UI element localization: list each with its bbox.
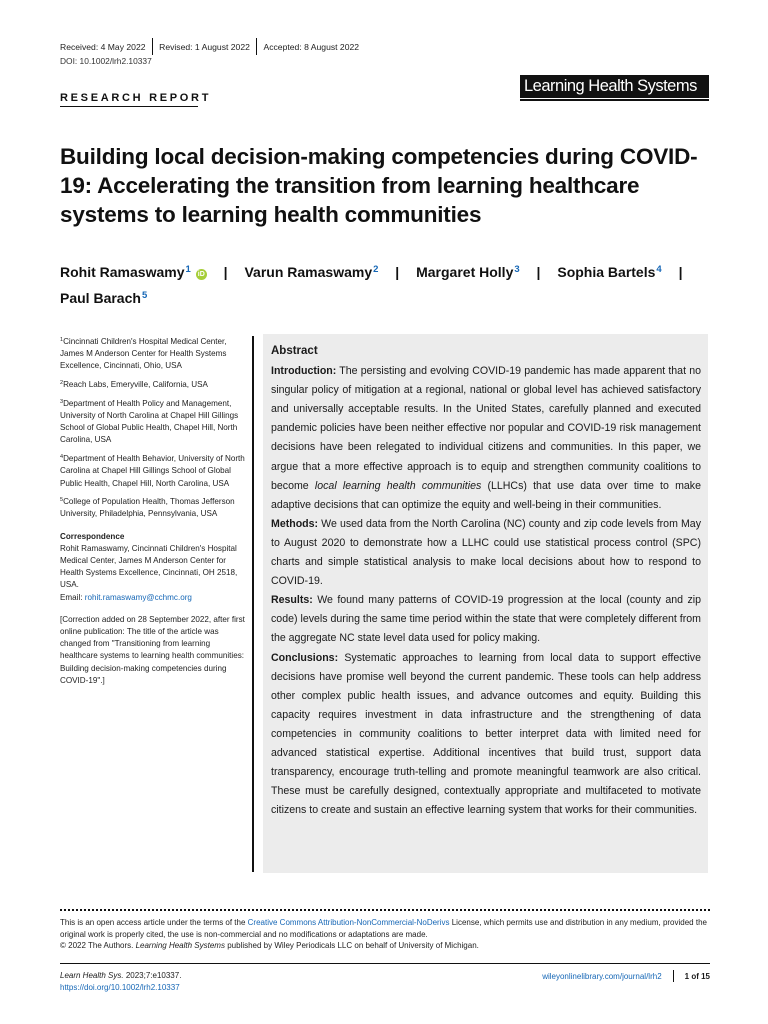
license-text: License, which permits use and distribution in any medium, provided the original work is properly cited, the use is non-commercial and no modifications or adaptations are made.: [60, 918, 707, 939]
affiliation-text: College of Population Health, Thomas Jefferson University, Philadelphia, Pennsylvania, USA: [60, 497, 235, 519]
abstract-introduction: [271, 362, 701, 515]
author-name[interactable]: Margaret Holly: [416, 264, 514, 280]
affiliation-number: 4: [60, 454, 64, 461]
section-label-introduction: Introduction:: [271, 365, 337, 378]
abstract-methods: [271, 515, 701, 591]
abstract-conclusions: [271, 649, 701, 821]
abstract-heading: Abstract: [271, 345, 318, 357]
affiliation-number: 2: [60, 380, 64, 387]
email-label: Email:: [60, 592, 85, 602]
author-separator: |: [223, 264, 228, 280]
received-date: Received: 4 May 2022: [60, 41, 146, 52]
date-separator: [256, 38, 258, 55]
affiliation-text: Department of Health Behavior, University of North Carolina at Chapel Hill Gillings School of Global Public Health, Chapel Hill, North Carolina, USA: [60, 454, 245, 488]
affiliation: [60, 494, 248, 520]
section-rule: [60, 106, 198, 107]
affiliation-ref[interactable]: 2: [373, 264, 379, 275]
author-separator: |: [678, 264, 683, 280]
journal-logo[interactable]: Learning Health Systems: [520, 75, 709, 98]
email-link[interactable]: rohit.ramaswamy@cchmc.org: [84, 592, 192, 602]
orcid-icon[interactable]: iD: [197, 271, 205, 278]
author-name[interactable]: Rohit Ramaswamy: [60, 264, 185, 280]
affiliation: [60, 377, 248, 391]
author-separator: |: [395, 264, 400, 280]
abstract-box: [263, 334, 708, 873]
license-notice: [60, 917, 710, 952]
journal-logo-underline: [520, 99, 709, 101]
footer-separator: [673, 970, 674, 982]
history-dates: [60, 38, 359, 55]
author-name[interactable]: Sophia Bartels: [557, 264, 656, 280]
correction-note: [Correction added on 28 September 2022, after first online publication: The title of the article was changed from "Transitioning from learning healthcare systems to learning health communities: Building decision-making competencies during COVID-19".]: [60, 614, 245, 685]
column-divider: [252, 336, 254, 872]
author-separator: |: [536, 264, 541, 280]
abstract-text: (LLHCs) that use data over time to make adaptive decisions that can optimize the equity and well-being in their communities.: [271, 479, 701, 511]
section-label-results: Results:: [271, 594, 313, 607]
accepted-date: Accepted: 8 August 2022: [263, 41, 360, 52]
author-list: [60, 258, 720, 310]
section-label-conclusions: Conclusions:: [271, 651, 339, 664]
copyright-journal: Learning Health Systems: [135, 941, 225, 950]
affiliation-number: 1: [60, 337, 64, 343]
section-label: RESEARCH REPORT: [60, 92, 212, 104]
footnote-divider: [60, 909, 710, 911]
copyright-text: published by Wiley Periodicals LLC on behalf of University of Michigan.: [224, 941, 479, 950]
abstract-results: [271, 591, 701, 648]
abstract-emphasis: local learning health communities: [314, 479, 482, 492]
affiliation-text: Department of Health Policy and Management, University of North Carolina at Chapel Hill Gillings School of Global Public Health, Chapel Hill, North Carolina, USA: [60, 398, 239, 445]
doi-link[interactable]: https://doi.org/10.1002/lrh2.10337: [60, 982, 180, 992]
article-doi: DOI: 10.1002/lrh2.10337: [60, 56, 152, 66]
correspondence-text: Rohit Ramaswamy, Cincinnati Children's Hospital Medical Center, James M Anderson Center for Health Systems Excellence, Cincinnati, OH 2518, USA.: [60, 543, 238, 590]
author-name[interactable]: Varun Ramaswamy: [244, 264, 373, 280]
affiliation-ref[interactable]: 5: [141, 290, 148, 301]
journal-abbrev: Learn Health Sys.: [60, 971, 124, 980]
abstract-text: We used data from the North Carolina (NC) county and zip code levels from May to August 2020 to demonstrate how a LLHC could use statistical process control (SPC) charts and simple statistical analysis to make local decisions about how to respond to COVID-19.: [271, 517, 701, 588]
citation-block: [60, 970, 181, 993]
correspondence-heading: Correspondence: [60, 531, 125, 541]
affiliation-ref[interactable]: 1: [185, 264, 191, 275]
copyright-text: © 2022 The Authors.: [60, 941, 136, 950]
affiliation: [60, 396, 248, 447]
affiliation-text: Reach Labs, Emeryville, California, USA: [63, 380, 208, 390]
citation-text: 2023;7:e10337.: [123, 971, 182, 980]
abstract-text: We found many patterns of COVID-19 progression at the local (county and zip code) levels during the same time period within the state that were completely different from the aggregate NC state level data used for policy making.: [271, 594, 701, 645]
license-link[interactable]: Creative Commons Attribution-NonCommercial-NoDerivs: [247, 918, 450, 927]
author-name[interactable]: Paul Barach: [60, 290, 141, 306]
footer-right: [542, 970, 710, 982]
footer-rule: [60, 963, 710, 964]
affiliation-number: 5: [60, 497, 64, 504]
page-number: 1 of 15: [684, 971, 710, 981]
revised-date: Revised: 1 August 2022: [159, 41, 250, 52]
affiliation-ref[interactable]: 3: [514, 264, 520, 275]
affiliation: [60, 334, 248, 373]
affiliations-column: [60, 334, 248, 692]
abstract-text: Systematic approaches to learning from local data to support effective decisions have promise well beyond the current pandemic. These tools can help address other complex public health issues, and advance outcomes and equity. Building this capacity requires investment in data infrastructure and the strengthening of data competencies in community coalitions to better interpret data with limited need for advanced statistical expertise. Additional incentives that build trust, support data transparency, encourage truth-telling and promote meaningful teamwork are also critical. These must be carefully designed, contextually appropriate and multifaceted to motivate citizens to create and sustain an effective learning system that works for their communities.: [271, 651, 701, 817]
affiliation-number: 3: [60, 398, 64, 405]
journal-site-link[interactable]: wileyonlinelibrary.com/journal/lrh2: [542, 971, 662, 981]
section-label-methods: Methods:: [271, 517, 319, 530]
affiliation-ref[interactable]: 4: [656, 264, 662, 275]
affiliation-text: Cincinnati Children's Hospital Medical Center, James M Anderson Center for Health Systems Excellence, Cincinnati, Ohio, USA: [60, 337, 227, 371]
date-separator: [152, 38, 154, 55]
article-title: Building local decision-making competencies during COVID-19: Accelerating the transition from learning healthcare systems to learning health communities: [60, 144, 698, 227]
abstract-text: The persisting and evolving COVID-19 pandemic has made apparent that no singular policy of mitigation at a regional, national or global level has achieved satisfactory and universally acceptable results. In the United States, carefully planned and executed pandemic policies have been neither effective nor popular and COVID-19 risk management decisions have been relegated to individual citizens and communities. In this paper, we argue that a more effective approach is to equip and strengthen community coalitions to become: [271, 365, 701, 492]
correspondence-block: [60, 543, 248, 604]
affiliation: [60, 451, 248, 490]
license-text: This is an open access article under the terms of the: [60, 918, 248, 927]
